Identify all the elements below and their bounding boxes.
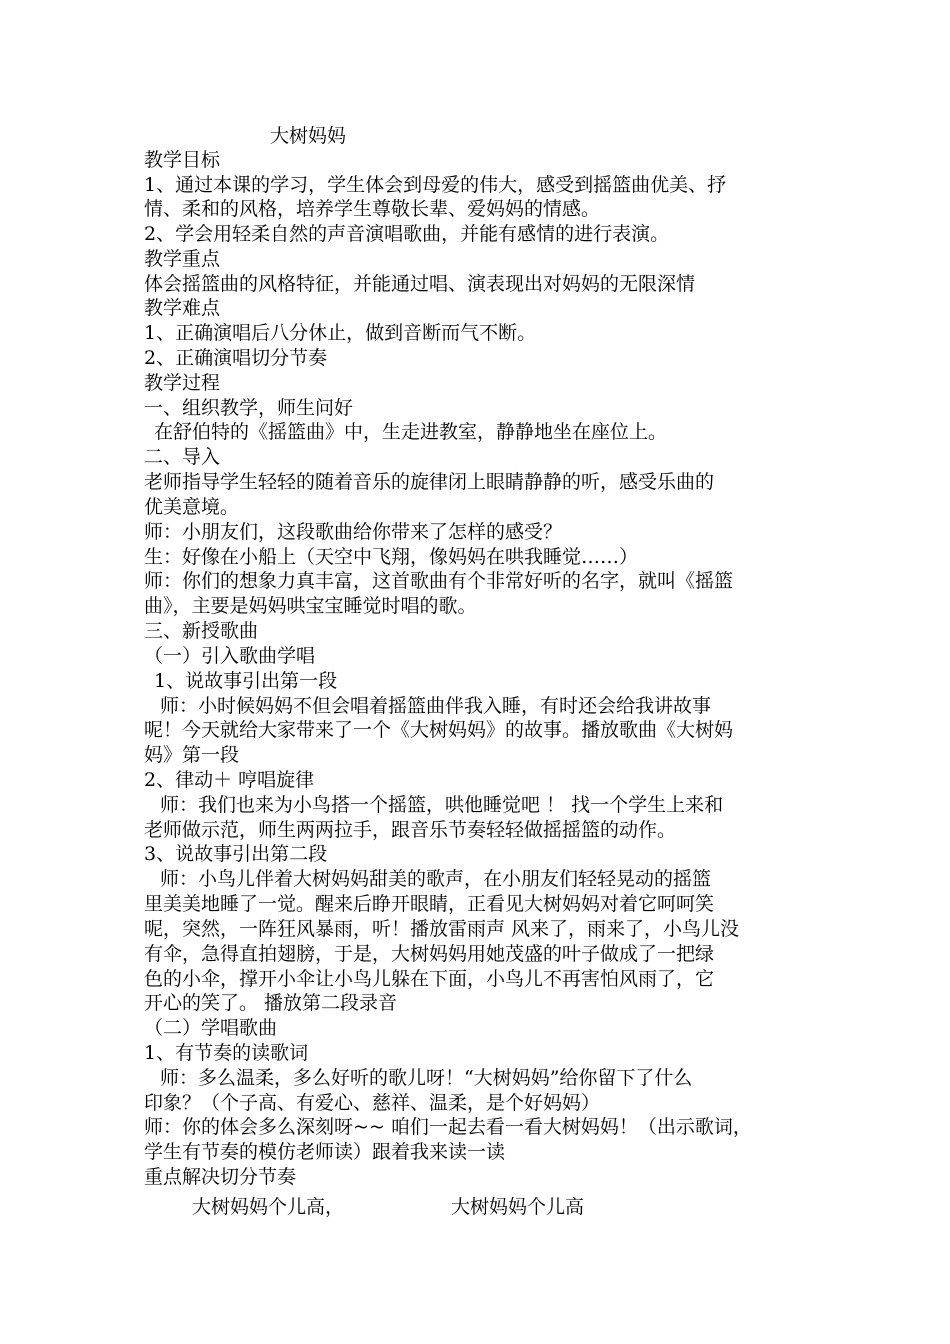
step-heading: 1、有节奏的读歌词 — [144, 1042, 309, 1064]
paragraph-line: 在舒伯特的《摇篮曲》中，生走进教室，静静地坐在座位上。 — [154, 421, 668, 443]
dialogue-line: 师：你的体会多么深刻呀~~ 咱们一起去看一看大树妈妈！（出示歌词， — [144, 1116, 752, 1138]
heading-key-points: 教学重点 — [144, 248, 221, 270]
paragraph-line: 2、正确演唱切分节奏 — [144, 347, 328, 369]
dialogue-line: 师：小朋友们，这段歌曲给你带来了怎样的感受？ — [144, 521, 563, 543]
paragraph-line: 1、通过本课的学习，学生体会到母爱的伟大，感受到摇篮曲优美、抒 — [144, 174, 727, 196]
dialogue-line: 师：我们也来为小鸟搭一个摇篮，哄他睡觉吧 ！ 找一个学生上来和 — [160, 794, 724, 816]
subsection-heading: （二）学唱歌曲 — [144, 1017, 278, 1039]
subsection-heading: （一）引入歌曲学唱 — [144, 645, 316, 667]
dialogue-line: 老师做示范，师生两两拉手，跟音乐节奏轻轻做摇摇篮的动作。 — [144, 819, 677, 841]
paragraph-line: 情、柔和的风格，培养学生尊敬长辈、爱妈妈的情感。 — [144, 198, 601, 220]
dialogue-line: 呢！今天就给大家带来了一个《大树妈妈》的故事。播放歌曲《大树妈 — [144, 719, 734, 741]
dialogue-line: 有伞，急得直拍翅膀，于是，大树妈妈用她茂盛的叶子做成了一把绿 — [144, 943, 715, 965]
dialogue-line: 呢，突然，一阵狂风暴雨，听！播放雷雨声 风来了，雨来了，小鸟儿没 — [144, 918, 740, 940]
heading-objectives: 教学目标 — [144, 149, 221, 171]
paragraph-line: 体会摇篮曲的风格特征，并能通过唱、演表现出对妈妈的无限深情 — [144, 273, 696, 295]
section-heading: 一、组织教学，师生问好 — [144, 397, 354, 419]
dialogue-line: 师：多么温柔，多么好听的歌儿呀！“大树妈妈”给你留下了什么 — [160, 1067, 693, 1089]
lyric-line: 大树妈妈个儿高， — [192, 1196, 345, 1218]
step-heading: 1、说故事引出第一段 — [154, 670, 338, 692]
paragraph-line: 老师指导学生轻轻的随着音乐的旋律闭上眼睛静静的听，感受乐曲的 — [144, 471, 715, 493]
document-title: 大树妈妈 — [270, 125, 347, 147]
lyric-line: 大树妈妈个儿高 — [451, 1196, 585, 1218]
paragraph-line: 重点解决切分节奏 — [144, 1166, 297, 1188]
dialogue-line: 印象？（个子高、有爱心、慈祥、温柔，是个好妈妈） — [144, 1092, 601, 1114]
heading-process: 教学过程 — [144, 372, 221, 394]
paragraph-line: 优美意境。 — [144, 496, 240, 518]
dialogue-line: 色的小伞，撑开小伞让小鸟儿躲在下面，小鸟儿不再害怕风雨了，它 — [144, 968, 715, 990]
dialogue-line: 师：你们的想象力真丰富，这首歌曲有个非常好听的名字，就叫《摇篮 — [144, 570, 734, 592]
heading-difficulties: 教学难点 — [144, 297, 221, 319]
paragraph-line: 2、学会用轻柔自然的声音演唱歌曲，并能有感情的进行表演。 — [144, 223, 670, 245]
section-heading: 二、导入 — [144, 446, 221, 468]
step-heading: 3、说故事引出第二段 — [144, 843, 328, 865]
dialogue-line: 师：小鸟儿伴着大树妈妈甜美的歌声，在小朋友们轻轻晃动的摇篮 — [160, 868, 712, 890]
paragraph-line: 1、正确演唱后八分休止，做到音断而气不断。 — [144, 322, 537, 344]
section-heading: 三、新授歌曲 — [144, 620, 259, 642]
step-heading: 2、律动＋ 哼唱旋律 — [144, 769, 315, 791]
dialogue-line: 学生有节奏的模仿老师读）跟着我来读一读 — [144, 1141, 506, 1163]
dialogue-line: 师：小时候妈妈不但会唱着摇篮曲伴我入睡，有时还会给我讲故事 — [160, 695, 712, 717]
dialogue-line: 里美美地睡了一觉。醒来后睁开眼睛，正看见大树妈妈对着它呵呵笑 — [144, 893, 715, 915]
dialogue-line: 曲》，主要是妈妈哄宝宝睡觉时唱的歌。 — [144, 595, 477, 617]
dialogue-line: 开心的笑了。 播放第二段录音 — [144, 992, 398, 1014]
dialogue-line: 妈》第一段 — [144, 744, 240, 766]
dialogue-line: 生：好像在小船上（天空中飞翔，像妈妈在哄我睡觉……） — [144, 546, 639, 568]
